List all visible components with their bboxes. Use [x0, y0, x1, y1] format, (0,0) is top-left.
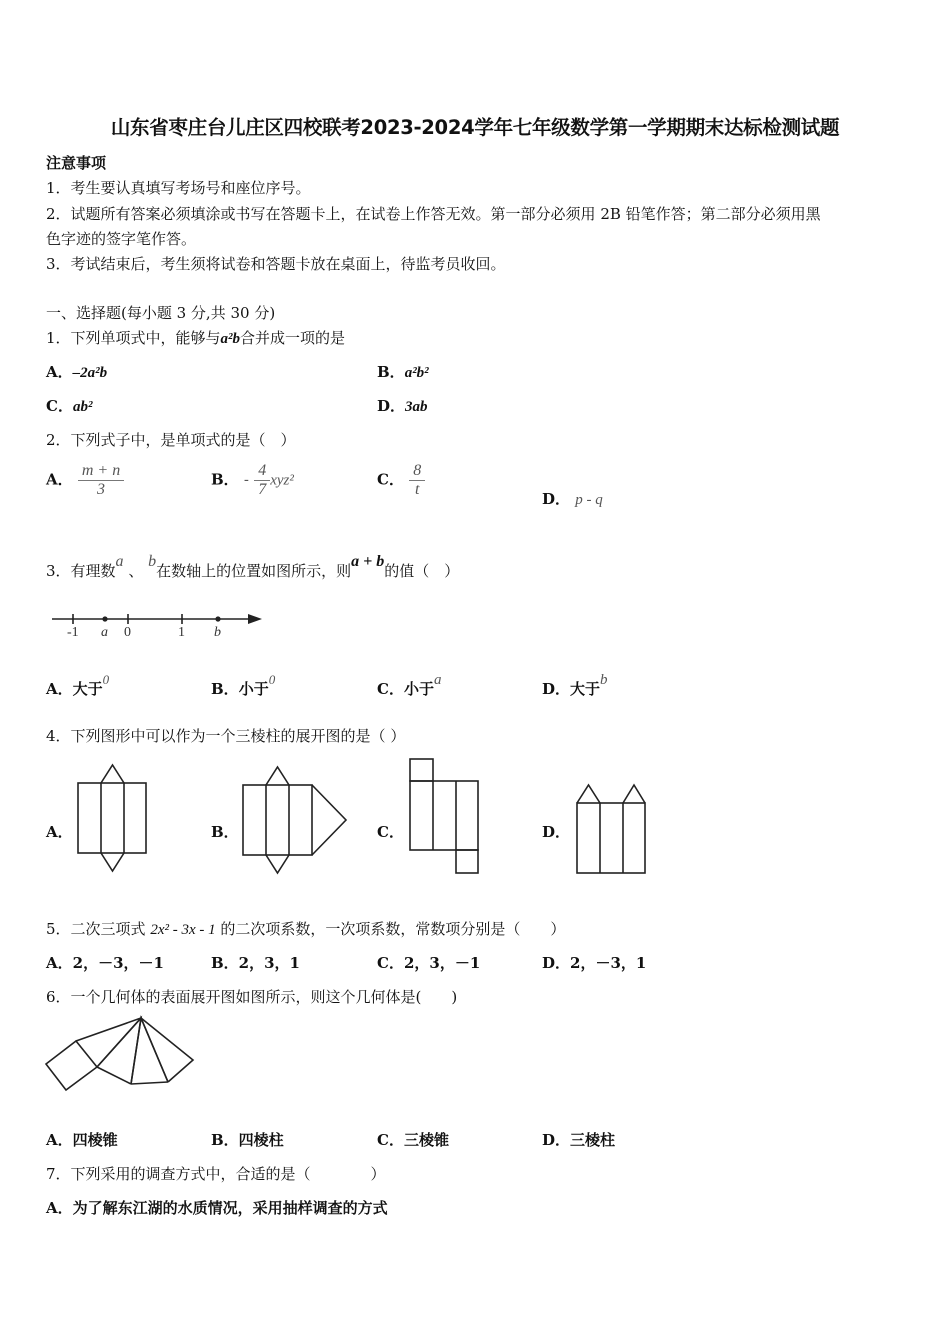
- q1-stem-expr: a²b: [220, 331, 241, 347]
- net-figure-b: [241, 765, 351, 877]
- label--1: -1: [67, 625, 79, 640]
- label-b: b: [214, 625, 221, 640]
- q3-option-c: C．小于a: [377, 672, 442, 698]
- point-a: [102, 616, 107, 621]
- q2-option-a: A． $\frac{m + n}{3}$: [46, 462, 124, 499]
- label-a: a: [101, 625, 108, 640]
- net-figure-c: [409, 757, 481, 875]
- notice-heading: 注意事项: [46, 154, 107, 172]
- q5-option-a: A．2，－3，－1: [46, 954, 164, 972]
- point-b: [215, 616, 220, 621]
- q5-stem: 5．二次三项式 2x² - 3x - 1 的二次项系数，一次项系数，常数项分别是（ ）: [46, 920, 566, 938]
- q3-stem: 3．有理数a 、 b在数轴上的位置如图所示，则a + b的值（ ）: [46, 553, 460, 580]
- q5-option-c: C．2，3，－1: [377, 954, 481, 972]
- notice-item-2-cont: 色字迹的签字笔作答。: [46, 230, 197, 248]
- page-title: 山东省枣庄台儿庄区四校联考2023-2024学年七年级数学第一学期期末达标检测试题: [110, 116, 840, 139]
- q1-stem-pre: 1．下列单项式中，能够与: [46, 329, 221, 347]
- q2-option-b: B． - $\frac{4}{7}$ xyz²: [211, 462, 294, 498]
- pyramid-net-figure: [44, 1015, 196, 1093]
- q4-label-a: A．: [46, 823, 73, 841]
- label-1: 1: [178, 625, 185, 640]
- net-figure-a: [76, 763, 148, 875]
- q1-option-a: A．–2a²b: [46, 363, 108, 381]
- q6-option-b: B．四棱柱: [211, 1131, 284, 1149]
- q2-option-d: D． p - q: [542, 490, 603, 508]
- q5-option-d: D．2，－3，1: [542, 954, 647, 972]
- q6-stem: 6．一个几何体的表面展开图如图所示，则这个几何体是( ): [46, 988, 458, 1006]
- number-line-arrow: [248, 614, 262, 624]
- q1-option-d: D．3ab: [377, 397, 428, 415]
- notice-item-3: 3．考试结束后，考生须将试卷和答题卡放在桌面上，待监考员收回。: [46, 255, 506, 273]
- q3-option-a: A．大于0: [46, 672, 110, 698]
- q1-option-b: B．a²b²: [377, 363, 429, 381]
- q1-stem: [46, 327, 345, 348]
- q6-option-d: D．三棱柱: [542, 1131, 616, 1149]
- notice-item-2: 2．试题所有答案必须填涂或书写在答题卡上，在试卷上作答无效。第一部分必须用 2B 铅笔作答；第二部分必须用黑: [46, 205, 821, 223]
- q4-label-c: C．: [377, 823, 404, 841]
- q4-stem: 4．下列图形中可以作为一个三棱柱的展开图的是（ ）: [46, 727, 406, 745]
- notice-item-1: 1．考生要认真填写考场号和座位序号。: [46, 179, 311, 197]
- q6-option-c: C．三棱锥: [377, 1131, 449, 1149]
- q1-option-c: C．ab²: [46, 397, 93, 415]
- label-0: 0: [124, 625, 131, 640]
- section-heading: 一、选择题(每小题 3 分,共 30 分): [46, 304, 276, 322]
- q4-label-d: D．: [542, 823, 571, 841]
- q3-option-d: D．大于b: [542, 672, 608, 698]
- q7-option-a: A．为了解东江湖的水质情况，采用抽样调查的方式: [46, 1199, 388, 1217]
- q2-option-c: C． $\frac{8}{t}$: [377, 462, 425, 499]
- q5-option-b: B．2，3，1: [211, 954, 300, 972]
- net-figure-d: [575, 783, 647, 875]
- q3-option-b: B．小于0: [211, 672, 276, 698]
- q1-stem-post: 合并成一项的是: [240, 329, 346, 347]
- q2-stem: 2．下列式子中，是单项式的是（ ）: [46, 431, 296, 449]
- q4-label-b: B．: [211, 823, 239, 841]
- number-line: [50, 605, 270, 645]
- q6-option-a: A．四棱锥: [46, 1131, 118, 1149]
- q7-stem: 7．下列采用的调查方式中，合适的是（ ）: [46, 1165, 386, 1183]
